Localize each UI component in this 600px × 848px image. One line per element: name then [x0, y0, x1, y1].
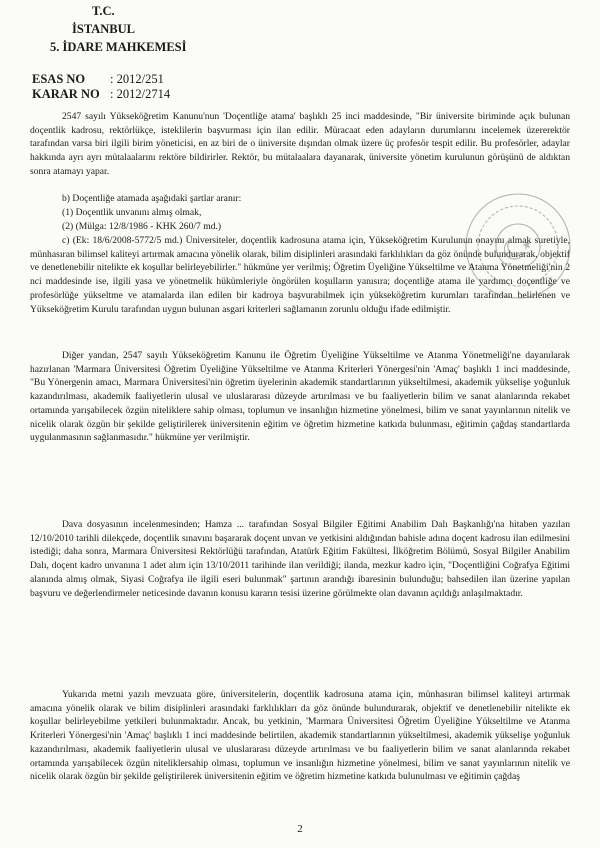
esas-value: : 2012/251 [110, 72, 164, 86]
condition-item: (2) (Mülga: 12/8/1986 - KHK 260/7 md.) [62, 221, 222, 232]
karar-no-row [32, 87, 170, 102]
header-tc: T.C. [92, 4, 115, 18]
page-number: 2 [297, 823, 303, 835]
paragraph-text: Yukarıda metni yazılı mevzuata göre, üniversitelerin, doçentlik kadrosuna atama için, münhasıran bilimsel kaliteyi artırmak amacına yönelik olarak ve bilim disiplinleri arasındaki farklılıkları da göz önünde bulundurarak, objektif ve denetlenebilir nitelikte ek koşullar belirleyebilme yetkileri bulunmaktadır. Ancak, bu yetkinin, 'Marmara Üniversitesi Öğretim Üyeliğine Yükseltilme ve Atanma Kriterleri Yönergesi'nin 'Amaç' başlıklı 1 inci maddesinde belirtilen, akademik standartlarının yükseltilmesi, akademik yükselişe yoğunluk kazandırılması, akademik faaliyetlerin ulusal ve uluslararası düzeyde artırılması ve bu faaliyetlerin bilim ve sanat alanlarında rekabet ortamında yarışabilecek özgün niteliklersahip olması, toplumun ve insanlığın hizmetine yönelmesi, bilim ve sanat yayınlarının nitelik ve nicelik olarak özgün bir şekilde geliştirilerek üniversitenin eğitim ve öğretim hizmetine katkıda bulunulması ve eğitimin çağdaş [30, 689, 570, 783]
esas-no-row [32, 72, 164, 87]
karar-label: KARAR NO [32, 87, 100, 101]
paragraph-text: c) (Ek: 18/6/2008-5772/5 md.) Üniversiteler, doçentlik kadrosuna atama için, Yükseköğretim Kurulunun onayını almak suretiyle, münhasıran bilimsel kaliteyi artırmak amacına yönelik olarak, bilim disiplinleri arasındaki farklılıkları da göz önünde bulundurarak, objektif ve denetlenebilir nitelikte ek koşullar belirleyebilirler." hükmüne yer verilmiş; Öğretim Üyeliğine Yükseltilme ve Atanma Yönetmeliği'nin 2 nci maddesinde ise, ilgili yasa ve yönetmelik hükümleriyle öngörülen koşulların yanısıra; doçentliğe atama ile yardımcı doçentliğe ve profesörlüğe yükseltme ve atamalarda ilan edilen bir kadroya başvurabilmek için yükseköğretim kurumları tarafından belirlenen ve Yükseköğretim Kurulu tarafından uygun bulunan asgari kriterleri sağlamanın zorunlu olduğu ifade edilmiştir. [30, 235, 570, 315]
condition-item: (1) Doçentlik unvanını almış olmak, [62, 207, 202, 218]
conditions-intro: b) Doçentliğe atamada aşağıdaki şartlar aranır: [62, 193, 242, 204]
paragraph-article-25 [30, 110, 570, 179]
header-city: İSTANBUL [72, 22, 135, 36]
paragraph-case-facts [30, 518, 570, 600]
court-seal-stamp [462, 190, 574, 302]
paragraph-regulation-purpose [30, 349, 570, 445]
paragraph-text: Dava dosyasının incelenmesinden; Hamza ... tarafından Sosyal Bilgiler Eğitimi Anabilim Dalı Başkanlığı'na hitaben yazılan 12/10/2010 tarihli dilekçede, doçentlik sınavını başararak doçent unvan ve yetkisini aldığından bahisle adına doçent kadrosu ilan edilmesini istediği; daha sonra, Marmara Üniversitesi Rektörlüğü tarafından, Atatürk Eğitim Fakültesi, İlköğretim Bölümü, Sosyal Bilgiler Anabilim Dalı, doçent kadro unvanına 1 adet alım için 13/10/2011 tarihinde ilan verildiği; ilanda, mezkur kadro için, "Doçentliğini Coğrafya Eğitimi alanında almış olmak, Siyasi Coğrafya ile ilgili eseri bulunmak" şartının arandığı ibaresinin bulunduğu; bahsedilen ilan üzerine yapılan başvuru ve değerlendirmeler neticesinde davanın konusu kararın tesisi üzerine görülmekte olan davanın açıldığı anlaşılmaktadır. [30, 519, 570, 599]
paragraph-text: 2547 sayılı Yükseköğretim Kanunu'nun 'Doçentliğe atama' başlıklı 25 inci maddesinde, "Bir üniversite biriminde açık bulunan doçentlik kadrosu, rektörlükçe, isteklilerin başvurması için ilan edilir. Müracaat eden adayların durumlarını incelemek üzererektör tarafından varsa biri ilgili birim yöneticisi, en az biri de o üniversite dışından olmak üzere üç profesör tespit edilir. Bu profesörler, adaylar hakkında ayrı ayrı mütalaalarını rektöre bildirirler. Rektör, bu mütalaalara dayanarak, üniversite yönetim kurulunun görüşünü de aldıktan sonra atamayı yapar. [30, 111, 570, 177]
paragraph-evaluation [30, 688, 570, 784]
paragraph-text: Diğer yandan, 2547 sayılı Yükseköğretim Kanunu ile Öğretim Üyeliğine Yükseltilme ve Atanma Yönetmeliği'ne dayanılarak hazırlanan 'Marmara Üniversitesi Öğretim Üyeliğine Yükseltilme ve Atanma Kriterleri Yönergesi'nin 'Amaç' başlıklı 1 inci maddesinde, "Bu Yönergenin amacı, Marmara Üniversitesi'nin öğretim üyelerinin akademik standartlarının yükseltilmesi, akademik yükselişe yoğunluk kazandırılması, akademik faaliyetlerin ulusal ve uluslararası düzeyde artırılması ve bu faaliyetlerin bilim ve sanat alanlarında rekabet ortamında yarışabilecek özgün niteliklere sahip olması, toplumun ve insanlığın hizmetine yönelmesi, bilim ve sanat yayınlarının nitelik ve nicelik olarak özgün bir şekilde geliştirilerek üniversitenin eğitim ve öğretim hizmetine katkıda bulunması, eğitimin çağdaş standartlarda uygulanmasının sağlanmasıdır." hükmüne yer verilmiştir. [30, 350, 570, 444]
karar-value: : 2012/2714 [110, 87, 171, 101]
header-court: 5. İDARE MAHKEMESİ [50, 40, 187, 54]
esas-label: ESAS NO [32, 72, 86, 86]
